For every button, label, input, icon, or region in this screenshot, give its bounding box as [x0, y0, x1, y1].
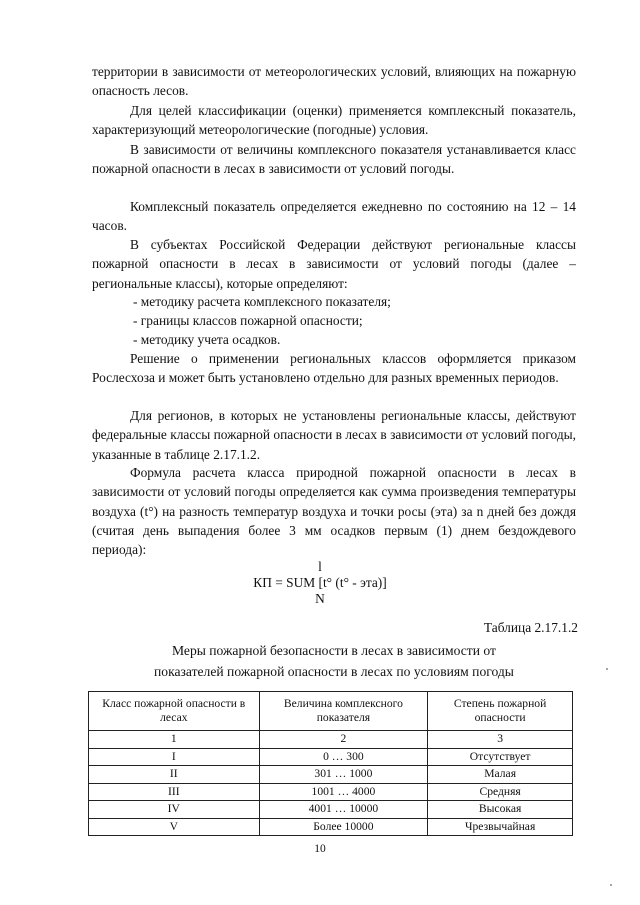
paragraph-1: территории в зависимости от метеорологических условий, влияющих на пожарную опасность лесов. — [92, 64, 576, 99]
formula-top: l — [318, 559, 322, 574]
table-cell: V — [89, 818, 260, 836]
paragraph-2: Для целей классификации (оценки) применяется комплексный показатель, характеризующий метеорологические (погодные) условия. — [92, 103, 576, 138]
paragraph-8: Формула расчета класса природной пожарной опасности в лесах в зависимости от условий погоды определяется как сумма произведения температуры воздуха (t°) на разность температур воздуха и точки росы (эта) за n дней без дождя (считая день выпадения более 3 мм осадков первым (1) днем бездождевого периода): — [92, 465, 576, 558]
paragraph-3: В зависимости от величины комплексного показателя устанавливается класс пожарной опасности в лесах в зависимости от условий погоды. — [92, 142, 576, 177]
table-header-cell: Степень пожарной опасности — [428, 692, 573, 731]
table-header-row — [89, 692, 573, 731]
table-cell: II — [89, 766, 260, 784]
table-cell: Высокая — [428, 801, 573, 819]
table-cell: Малая — [428, 766, 573, 784]
table-caption: Таблица 2.17.1.2 — [483, 620, 578, 635]
fire-danger-table — [88, 691, 573, 836]
table-number-row — [89, 731, 573, 749]
paragraph-5: В субъектах Российской Федерации действуют региональные классы пожарной опасности в лесах в зависимости от условий погоды (далее – региональные классы), которые определяют: — [92, 237, 576, 291]
table-cell: 0 … 300 — [259, 748, 428, 766]
list-item: - методику учета осадков. — [133, 332, 281, 347]
list-item: - методику расчета комплексного показателя; — [133, 294, 391, 309]
table-cell: Чрезвычайная — [428, 818, 573, 836]
formula-bottom: N — [315, 591, 325, 606]
paragraph-7: Для регионов, в которых не установлены региональные классы, действуют федеральные классы пожарной опасности в лесах в зависимости от условий погоды, указанные в таблице 2.17.1.2. — [92, 408, 576, 462]
table-row — [89, 748, 573, 766]
table-cell: 3 — [428, 731, 573, 749]
table-cell: I — [89, 748, 260, 766]
paragraph-4: Комплексный показатель определяется ежедневно по состоянию на 12 – 14 часов. — [92, 199, 576, 234]
scan-speck — [606, 668, 608, 670]
table-cell: 4001 … 10000 — [259, 801, 428, 819]
list-item: - границы классов пожарной опасности; — [133, 313, 363, 328]
table-title-line-1: Меры пожарной безопасности в лесах в зависимости от — [172, 643, 496, 658]
table-row — [89, 801, 573, 819]
table-cell: 1 — [89, 731, 260, 749]
table-cell: III — [89, 783, 260, 801]
table-cell: 301 … 1000 — [259, 766, 428, 784]
table-header-cell: Величина комплексного показателя — [259, 692, 428, 731]
page-number: 10 — [314, 843, 326, 855]
table-cell: 1001 … 4000 — [259, 783, 428, 801]
scan-speck — [610, 884, 612, 886]
table-header-cell: Класс пожарной опасности в лесах — [89, 692, 260, 731]
formula-main: КП = SUM [t° (t° - эта)] — [253, 575, 387, 590]
table-cell: Более 10000 — [259, 818, 428, 836]
table-cell: 2 — [259, 731, 428, 749]
table-row — [89, 818, 573, 836]
table-row — [89, 783, 573, 801]
table-cell: IV — [89, 801, 260, 819]
table-title-line-2: показателей пожарной опасности в лесах по условиям погоды — [154, 664, 514, 679]
table-row — [89, 766, 573, 784]
paragraph-6: Решение о применении региональных классов оформляется приказом Рослесхоза и может быть установлено отдельно для разных временных периодов. — [92, 351, 576, 386]
table-cell: Отсутствует — [428, 748, 573, 766]
table-cell: Средняя — [428, 783, 573, 801]
